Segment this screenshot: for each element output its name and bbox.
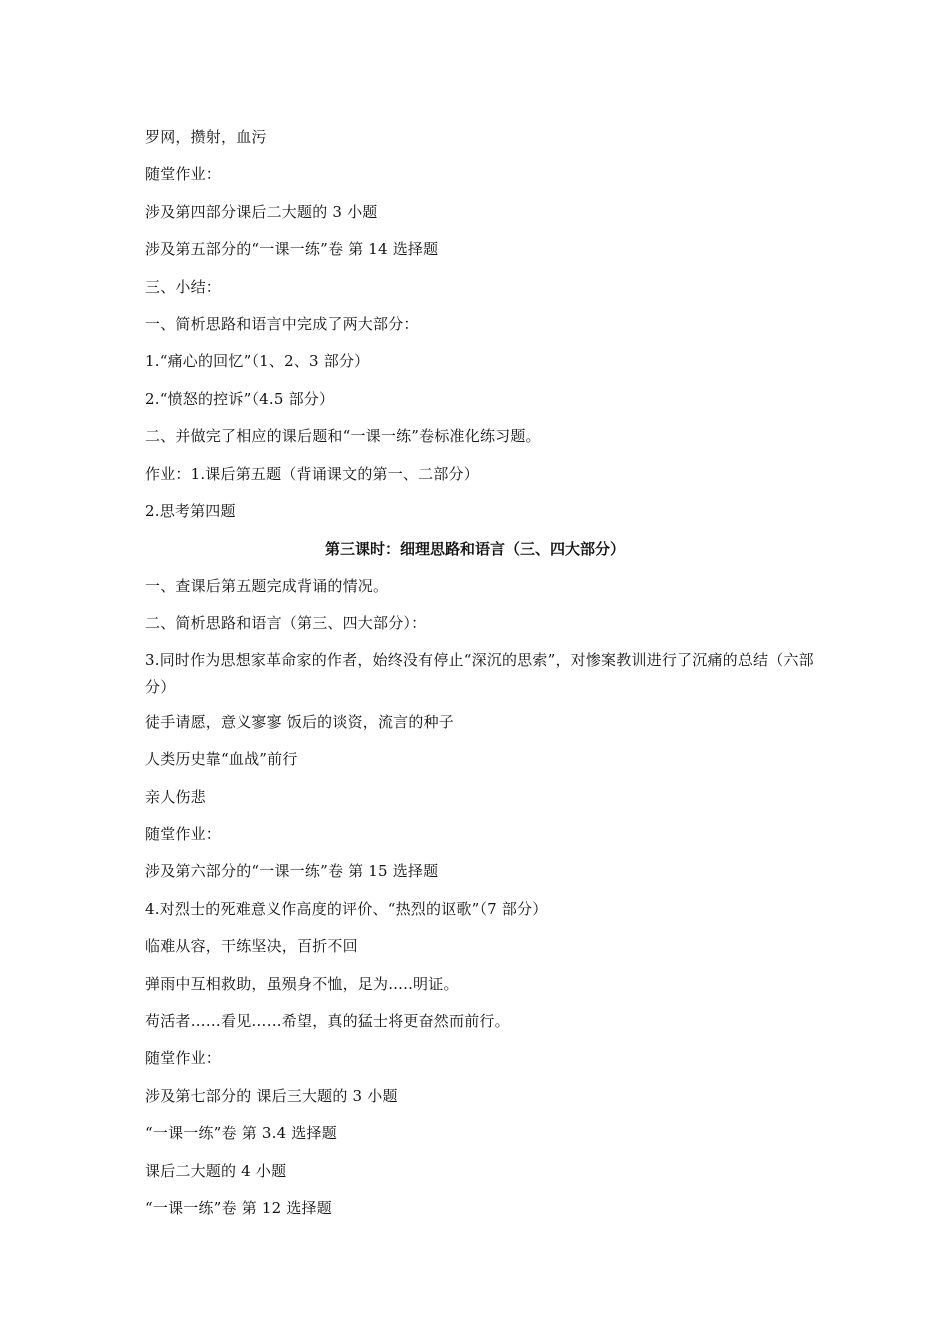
text-line: “一课一练”卷 第 12 选择题 (145, 1199, 332, 1217)
text-line: 徒手请愿，意义寥寥 饭后的谈资，流言的种子 (145, 713, 454, 731)
text-line: 涉及第七部分的 课后三大题的 3 小题 (145, 1087, 398, 1105)
lesson-heading: 第三课时：细理思路和语言（三、四大部分） (324, 540, 625, 558)
text-line: 弹雨中互相救助，虽殒身不恤，足为.....明证。 (145, 975, 459, 993)
text-paragraph: 3.同时作为思想家革命家的作者，始终没有停止“深沉的思索”，对惨案教训进行了沉痛的总结（六部分） (145, 651, 814, 696)
text-line: 一、简析思路和语言中完成了两大部分： (145, 315, 419, 333)
text-line: 随堂作业： (145, 825, 222, 843)
text-line: 4.对烈士的死难意义作高度的评价、“热烈的讴歌”（7 部分） (145, 900, 548, 918)
text-line: “一课一练”卷 第 3.4 选择题 (145, 1124, 337, 1142)
text-line: 涉及第五部分的“一课一练”卷 第 14 选择题 (145, 240, 439, 258)
section-title: 三、小结： (145, 278, 222, 296)
text-line: 涉及第六部分的“一课一练”卷 第 15 选择题 (145, 862, 439, 880)
text-line: 苟活者……看见……希望，真的猛士将更奋然而前行。 (145, 1012, 510, 1030)
text-line: 作业：1.课后第五题（背诵课文的第一、二部分） (145, 465, 479, 483)
text-line: 涉及第四部分课后二大题的 3 小题 (145, 203, 378, 221)
text-line: 一、查课后第五题完成背诵的情况。 (145, 577, 389, 595)
text-line: 二、并做完了相应的课后题和“一课一练”卷标准化练习题。 (145, 427, 541, 445)
text-line: 罗网，攒射，血污 (145, 128, 267, 146)
text-line: 二、简析思路和语言（第三、四大部分）： (145, 614, 427, 632)
text-line: 亲人伤悲 (145, 788, 206, 806)
text-line: 临难从容，干练坚决，百折不回 (145, 937, 358, 955)
text-line: 随堂作业： (145, 1049, 222, 1067)
text-line: 2.思考第四题 (145, 502, 236, 520)
text-line: 随堂作业： (145, 165, 222, 183)
text-line: 2.“愤怒的控诉”（4.5 部分） (145, 390, 335, 408)
text-line: 课后二大题的 4 小题 (145, 1162, 287, 1180)
text-line: 人类历史靠“血战”前行 (145, 750, 298, 768)
text-line: 1.“痛心的回忆”（1、2、3 部分） (145, 352, 370, 370)
